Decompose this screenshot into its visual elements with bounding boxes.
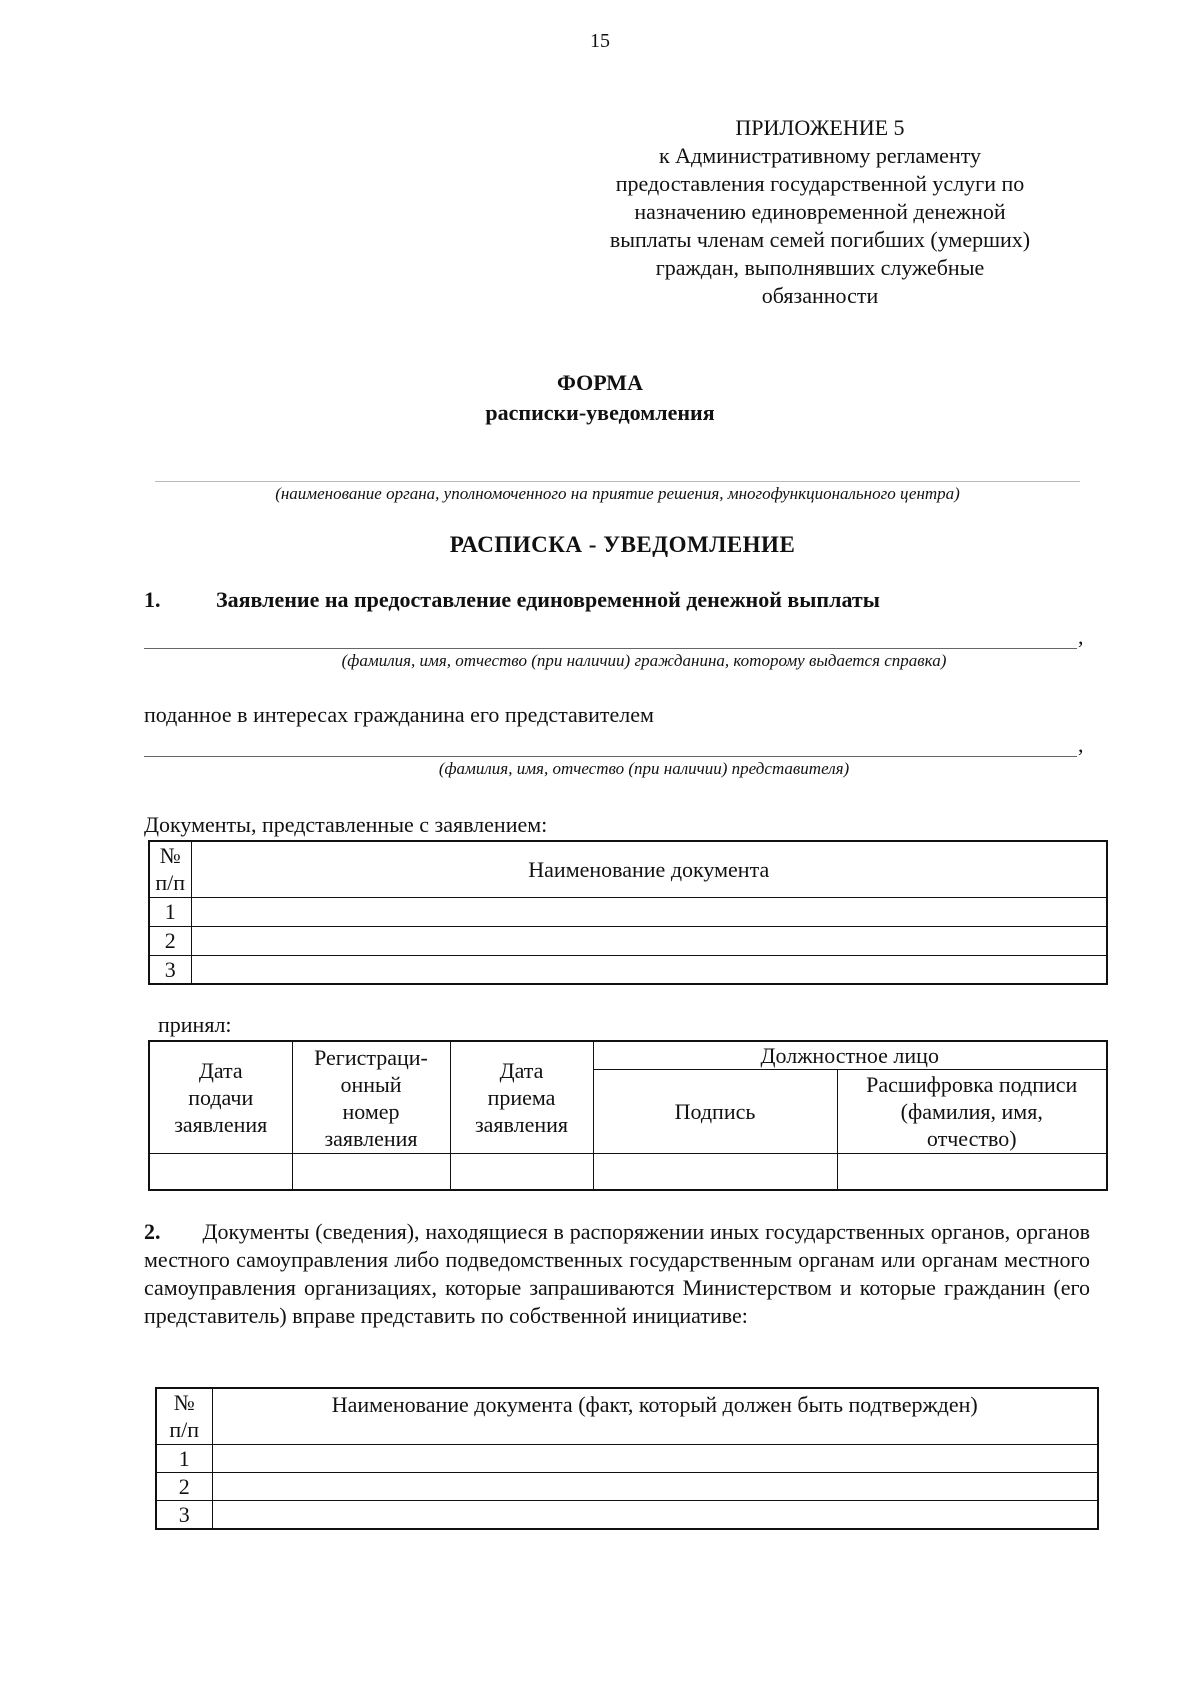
column-header-number: № п/п [149, 841, 191, 897]
registration-number-cell[interactable] [292, 1154, 450, 1190]
appendix-line: к Административному регламенту [658, 143, 982, 168]
documents-label: Документы, представленные с заявлением: [144, 812, 548, 837]
form-subtitle: расписки-уведомления [485, 400, 715, 425]
row-number: 3 [156, 1500, 212, 1529]
representative-comma: , [1078, 732, 1084, 757]
authority-line[interactable] [155, 481, 1080, 482]
column-header-document-name: Наименование документа (факт, который должен быть подтвержден) [212, 1388, 1098, 1444]
signature-cell[interactable] [593, 1154, 837, 1190]
citizen-name-line[interactable] [144, 648, 1077, 649]
accepted-label: принял: [158, 1012, 232, 1037]
document-name-cell[interactable] [191, 926, 1107, 955]
table-row [149, 1154, 1107, 1190]
table-header-row [149, 841, 1107, 897]
column-header-signature-decoding: Расшифровка подписи (фамилия, имя, отчество) [837, 1070, 1107, 1154]
representative-caption: (фамилия, имя, отчество (при наличии) представителя) [438, 759, 850, 778]
form-title: ФОРМА [557, 370, 643, 395]
row-number: 1 [156, 1444, 212, 1472]
appendix-line: предоставления государственной услуги по [615, 171, 1025, 196]
page-number: 15 [590, 30, 610, 52]
section2-paragraph [144, 1218, 1090, 1330]
table-row [149, 897, 1107, 926]
representative-name-line[interactable] [144, 756, 1077, 757]
column-header-registration-number: Регистраци- онный номер заявления [292, 1041, 450, 1154]
table-row [149, 955, 1107, 984]
table-row [149, 926, 1107, 955]
column-header-document-name: Наименование документа [191, 841, 1107, 897]
section2-number: 2. [144, 1219, 161, 1244]
table-row [156, 1444, 1098, 1472]
documents-table [148, 840, 1108, 985]
column-header-acceptance-date: Дата приема заявления [450, 1041, 593, 1154]
section1-number: 1. [144, 587, 161, 612]
appendix-header [560, 114, 1080, 310]
acceptance-table [148, 1040, 1108, 1191]
column-header-signature: Подпись [593, 1070, 837, 1154]
appendix-line: выплаты членам семей погибших (умерших) [609, 227, 1031, 252]
appendix-line: обязанности [761, 283, 879, 308]
requested-documents-table [155, 1387, 1099, 1530]
document-name-cell[interactable] [212, 1500, 1098, 1529]
column-header-official: Должностное лицо [593, 1041, 1107, 1070]
acceptance-date-cell[interactable] [450, 1154, 593, 1190]
table-row [156, 1500, 1098, 1529]
appendix-line: граждан, выполнявших служебные [655, 255, 985, 280]
appendix-line: назначению единовременной денежной [634, 199, 1006, 224]
table-header-row [149, 1041, 1107, 1070]
row-number: 3 [149, 955, 191, 984]
document-name-cell[interactable] [191, 897, 1107, 926]
authority-caption: (наименование органа, уполномоченного на приятие решения, многофункционального центра) [275, 484, 960, 503]
section2-text: Документы (сведения), находящиеся в распоряжении иных государственных органов, органов местного самоуправления либо подведомственных государственным органам или органам местного самоуправления организациях, которые запрашиваются Министерством и которые гражданин (его представитель) вправе представить по собственной инициативе: [144, 1219, 1090, 1328]
receipt-title: РАСПИСКА - УВЕДОМЛЕНИЕ [449, 532, 796, 557]
table-row [156, 1472, 1098, 1500]
document-name-cell[interactable] [191, 955, 1107, 984]
section1-title: Заявление на предоставление единовременной денежной выплаты [216, 587, 880, 612]
document-name-cell[interactable] [212, 1472, 1098, 1500]
submission-date-cell[interactable] [149, 1154, 292, 1190]
row-number: 2 [149, 926, 191, 955]
column-header-submission-date: Дата подачи заявления [149, 1041, 292, 1154]
row-number: 2 [156, 1472, 212, 1500]
citizen-comma: , [1078, 624, 1084, 649]
document-name-cell[interactable] [212, 1444, 1098, 1472]
citizen-caption: (фамилия, имя, отчество (при наличии) гражданина, которому выдается справка) [341, 651, 947, 670]
signature-decoding-cell[interactable] [837, 1154, 1107, 1190]
row-number: 1 [149, 897, 191, 926]
table-header-row [156, 1388, 1098, 1444]
column-header-number: № п/п [156, 1388, 212, 1444]
filed-by-text: поданное в интересах гражданина его представителем [144, 702, 654, 727]
appendix-title: ПРИЛОЖЕНИЕ 5 [735, 115, 905, 140]
